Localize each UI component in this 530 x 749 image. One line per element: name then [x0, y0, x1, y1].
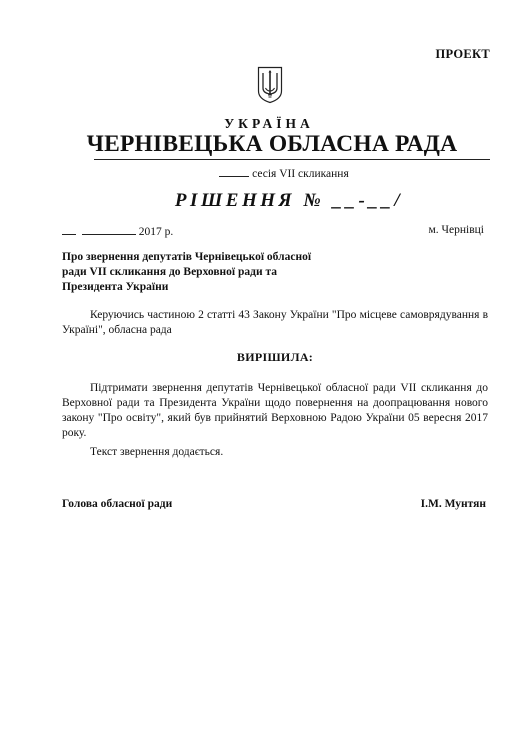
date-month-blank [82, 224, 136, 235]
attachment-note: Текст звернення додається. [90, 446, 224, 458]
signatory-name: І.М. Мунтян [420, 498, 486, 510]
trident-coat-of-arms-icon [257, 66, 283, 104]
decision-paragraph: Підтримати звернення депутатів Чернівецької обласної ради VII скликання до Верховної ради та Президента України щодо повернення на доопрацювання нового закону "Про освіту", який був прийнятий Верховною Радою України 05 вересня 2017 року. [62, 382, 488, 439]
resolved-heading: ВИРІШИЛА: [236, 350, 314, 364]
date-day-blank [62, 224, 76, 235]
city: м. Чернівці [428, 224, 484, 236]
country-name: УКРАЇНА [224, 116, 314, 131]
decision-subject: Про звернення депутатів Чернівецької обласної ради VII скликання до Верховної ради та Президента України [62, 251, 312, 293]
preamble-paragraph: Керуючись частиною 2 статті 43 Закону України "Про місцеве самоврядування в Україні", обласна рада [62, 309, 488, 336]
date-year: 2017 р. [138, 226, 174, 238]
decision-date [62, 224, 173, 238]
decision-title: РІШЕННЯ № __-__/ [174, 190, 404, 211]
council-name: ЧЕРНІВЕЦЬКА ОБЛАСНА РАДА [86, 131, 458, 157]
session-number-blank [219, 166, 249, 177]
session-text: сесія VII скликання [252, 168, 349, 180]
draft-mark: ПРОЕКТ [435, 47, 490, 61]
header-divider [94, 159, 490, 160]
session-line [0, 166, 530, 180]
signatory-position: Голова обласної ради [62, 498, 173, 510]
